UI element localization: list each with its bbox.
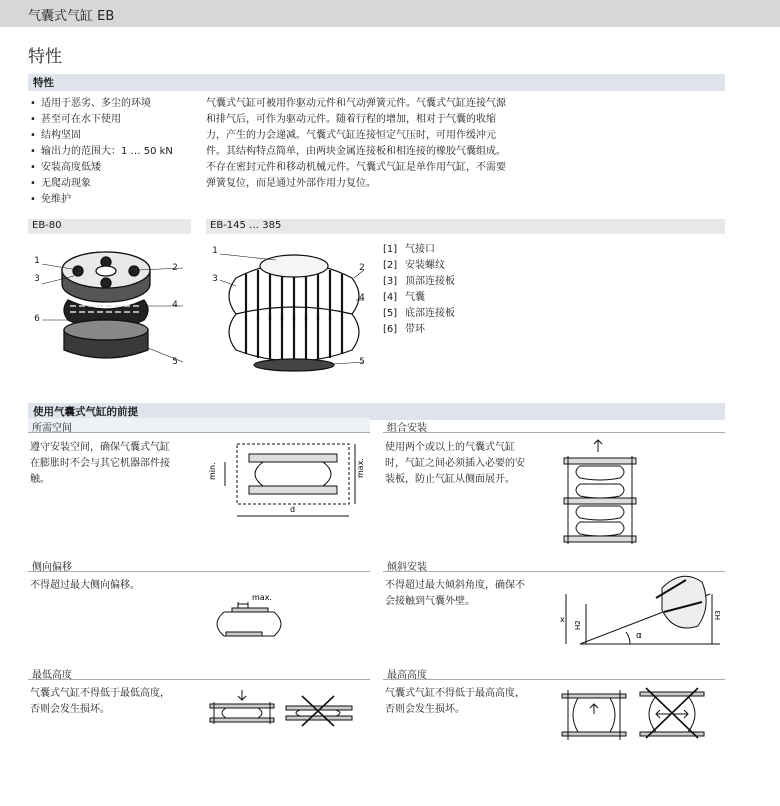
text-line: 和排气后，可作为驱动元件。随着行程的增加，相对于气囊的收缩 [206,114,496,125]
dim-max-label: max. [356,458,365,478]
callout-3: 3 [212,274,218,284]
lateral-diagram [212,588,292,640]
dim-x-label: x [560,615,565,624]
dim-max-label: max. [252,593,272,602]
variant-eb80-label: EB-80 [32,220,62,231]
callout-4: 4 [359,293,365,303]
variant-eb80-bar [28,219,191,234]
legend-item: [4] 气囊 [383,292,425,303]
maxheight-title: 最高高度 [387,670,427,681]
header-bar [0,0,780,27]
dim-alpha-label: α [636,631,642,641]
callout-5: 5 [359,357,365,367]
legend-item: [5] 底部连接板 [383,308,455,319]
lateral-header [28,557,370,572]
variant-eb145-bar [206,219,725,234]
callout-1: 1 [34,256,40,266]
callout-2: 2 [172,263,178,273]
section-prereq-title: 使用气囊式气缸的前提 [33,406,138,418]
feature-item: • 免维护 [30,192,173,208]
minheight-title: 最低高度 [32,670,72,681]
space-header [28,418,370,433]
eb145-drawing [206,238,376,373]
space-title: 所需空间 [32,423,72,434]
feature-item: • 输出力的范围大：1 … 50 kN [30,144,173,160]
variant-eb145-label: EB-145 … 385 [210,220,282,231]
maxheight-header [383,665,725,680]
space-text: 遵守安装空间，确保气囊式气缸 在膨胀时不会与其它机器部件接 触。 [30,442,170,485]
lateral-title: 侧向偏移 [32,562,72,573]
dim-h2-label: H2 [574,620,582,630]
section-features-title: 特性 [33,77,54,89]
callout-5: 5 [172,357,178,367]
callout-1: 1 [212,246,218,256]
part-legend [383,242,455,338]
dim-min-label: min. [208,462,217,480]
text-line: 不存在密封元件和移动机械元件。气囊式气缸是单作用气缸，不需要 [206,162,506,173]
space-diagram [205,436,365,526]
features-description [206,96,506,192]
maxheight-diagram [560,686,710,742]
minheight-header [28,665,370,680]
text-line: 弹簧复位，而是通过外部作用力复位。 [206,178,376,189]
callout-4: 4 [172,300,178,310]
combo-diagram [560,436,640,546]
callout-6: 6 [34,314,40,324]
lateral-text: 不得超过最大侧向偏移。 [30,580,140,591]
minheight-text: 气囊式气缸不得低于最低高度， 否则会发生损坏。 [30,688,170,715]
header-title: 气囊式气缸 EB [28,9,115,24]
page-title: 特性 [28,47,62,67]
tilt-title: 倾斜安装 [387,562,427,573]
text-line: 件。其结构特点简单，由两块金属连接板和相连接的橡胶气囊组成。 [206,146,506,157]
combo-header [383,418,725,433]
maxheight-text: 气囊式气缸不得低于最高高度， 否则会发生损坏。 [385,688,525,715]
legend-item: [1] 气接口 [383,244,435,255]
tilt-diagram [560,572,725,652]
legend-item: [3] 顶部连接板 [383,276,455,287]
combo-title: 组合安装 [387,423,427,434]
feature-item: • 安装高度低矮 [30,160,173,176]
callout-3: 3 [34,274,40,284]
feature-list [30,96,173,208]
tilt-header [383,557,725,572]
text-line: 气囊式气缸可被用作驱动元件和气动弹簧元件。气囊式气缸连接气源 [206,98,506,109]
combo-text: 使用两个或以上的气囊式气缸 时，气缸之间必须插入必要的安 装板，防止气缸从侧面展开。 [385,442,525,485]
dim-d-label: d [290,505,296,514]
text-line: 力，产生的力会递减。气囊式气缸连接恒定气压时，可用作缓冲元 [206,130,496,141]
minheight-diagram [208,688,358,728]
legend-item: [6] 带环 [383,324,425,335]
feature-item: • 无爬动现象 [30,176,173,192]
feature-item: • 适用于恶劣、多尘的环境 [30,96,173,112]
tilt-text: 不得超过最大倾斜角度，确保不 会接触到气囊外壁。 [385,580,525,607]
section-features-bar [28,74,725,91]
feature-item: • 结构坚固 [30,128,173,144]
legend-item: [2] 安装螺纹 [383,260,445,271]
dim-h3-label: H3 [714,610,722,620]
callout-2: 2 [359,263,365,273]
feature-item: • 甚至可在水下使用 [30,112,173,128]
